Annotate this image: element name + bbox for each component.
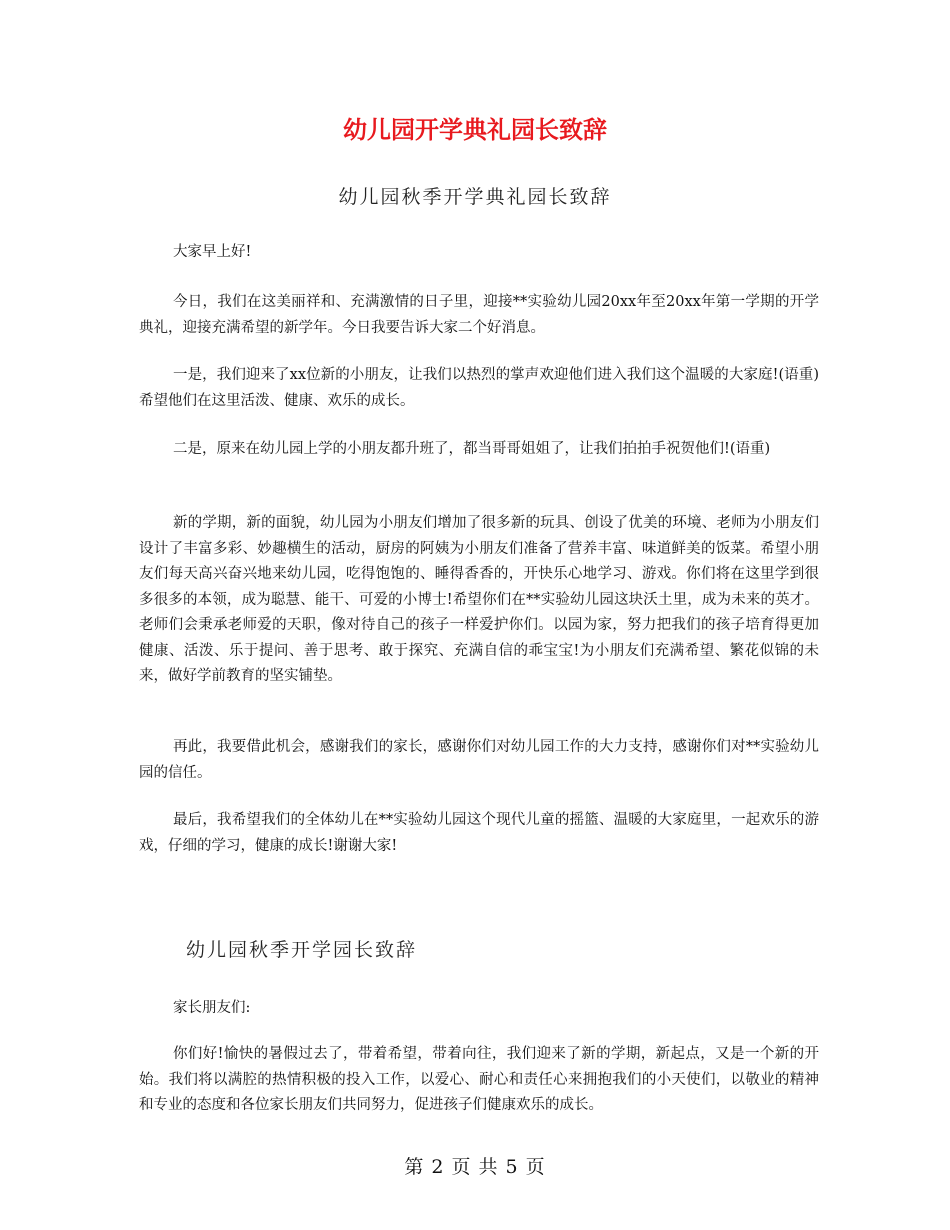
paragraph-opening: 今日，我们在这美丽祥和、充满激情的日子里，迎接**实验幼儿园20xx年至20xx年第一学期的开学典礼，迎接充满希望的新学年。今日我要告诉大家二个好消息。	[139, 294, 819, 336]
section-heading-2: 幼儿园秋季开学园长致辞	[186, 939, 418, 961]
paragraph-greeting: 大家早上好!	[173, 244, 252, 260]
section-heading-1: 幼儿园秋季开学典礼园长致辞	[338, 186, 612, 208]
paragraph-new-semester: 新的学期，新的面貌，幼儿园为小朋友们增加了很多新的玩具、创设了优美的环境、老师为小朋友们设计了丰富多彩、妙趣横生的活动，厨房的阿姨为小朋友们准备了营养丰富、味道鲜美的饭菜。希望小朋友们每天高兴奋兴地来幼儿园，吃得饱饱的、睡得香香的，开快乐心地学习、游戏。你们将在这里学到很多很多的本领，成为聪慧、能干、可爱的小博士!希望你们在**实验幼儿园这块沃土里，成为未来的英才。 老师们会秉承老师爱的天职，像对待自己的孩子一样爱护你们。以园为家，努力把我们的孩子培育得更加健康、活泼、乐于提问、善于思考、敢于探究、充满自信的乖宝宝!为小朋友们充满希望、繁花似锦的未来，做好学前教育的坚实铺垫。	[139, 515, 819, 684]
page-number-footer: 第 2 页 共 5 页	[404, 1156, 546, 1178]
page-title: 幼儿园开学典礼园长致辞	[343, 116, 607, 144]
paragraph-news-two: 二是，原来在幼儿园上学的小朋友都升班了，都当哥哥姐姐了，让我们拍拍手祝贺他们!(语重)	[173, 441, 771, 457]
paragraph-news-one: 一是，我们迎来了xx位新的小朋友，让我们以热烈的掌声欢迎他们进入我们这个温暖的大家庭!(语重)希望他们在这里活泼、健康、欢乐的成长。	[139, 367, 819, 409]
paragraph-thanks: 再此，我要借此机会，感谢我们的家长，感谢你们对幼儿园工作的大力支持，感谢你们对**实验幼儿园的信任。	[139, 739, 819, 781]
paragraph-welcome: 你们好!愉快的暑假过去了，带着希望，带着向往，我们迎来了新的学期，新起点，又是一个新的开始。我们将以满腔的热情积极的投入工作，以爱心、耐心和责任心来拥抱我们的小天使们，以敬业的精神和专业的态度和各位家长朋友们共同努力，促进孩子们健康欢乐的成长。	[139, 1046, 819, 1113]
paragraph-closing: 最后，我希望我们的全体幼儿在**实验幼儿园这个现代儿童的摇篮、温暖的大家庭里，一起欢乐的游戏，仔细的学习，健康的成长!谢谢大家!	[139, 812, 819, 854]
paragraph-salutation: 家长朋友们:	[173, 1000, 251, 1016]
